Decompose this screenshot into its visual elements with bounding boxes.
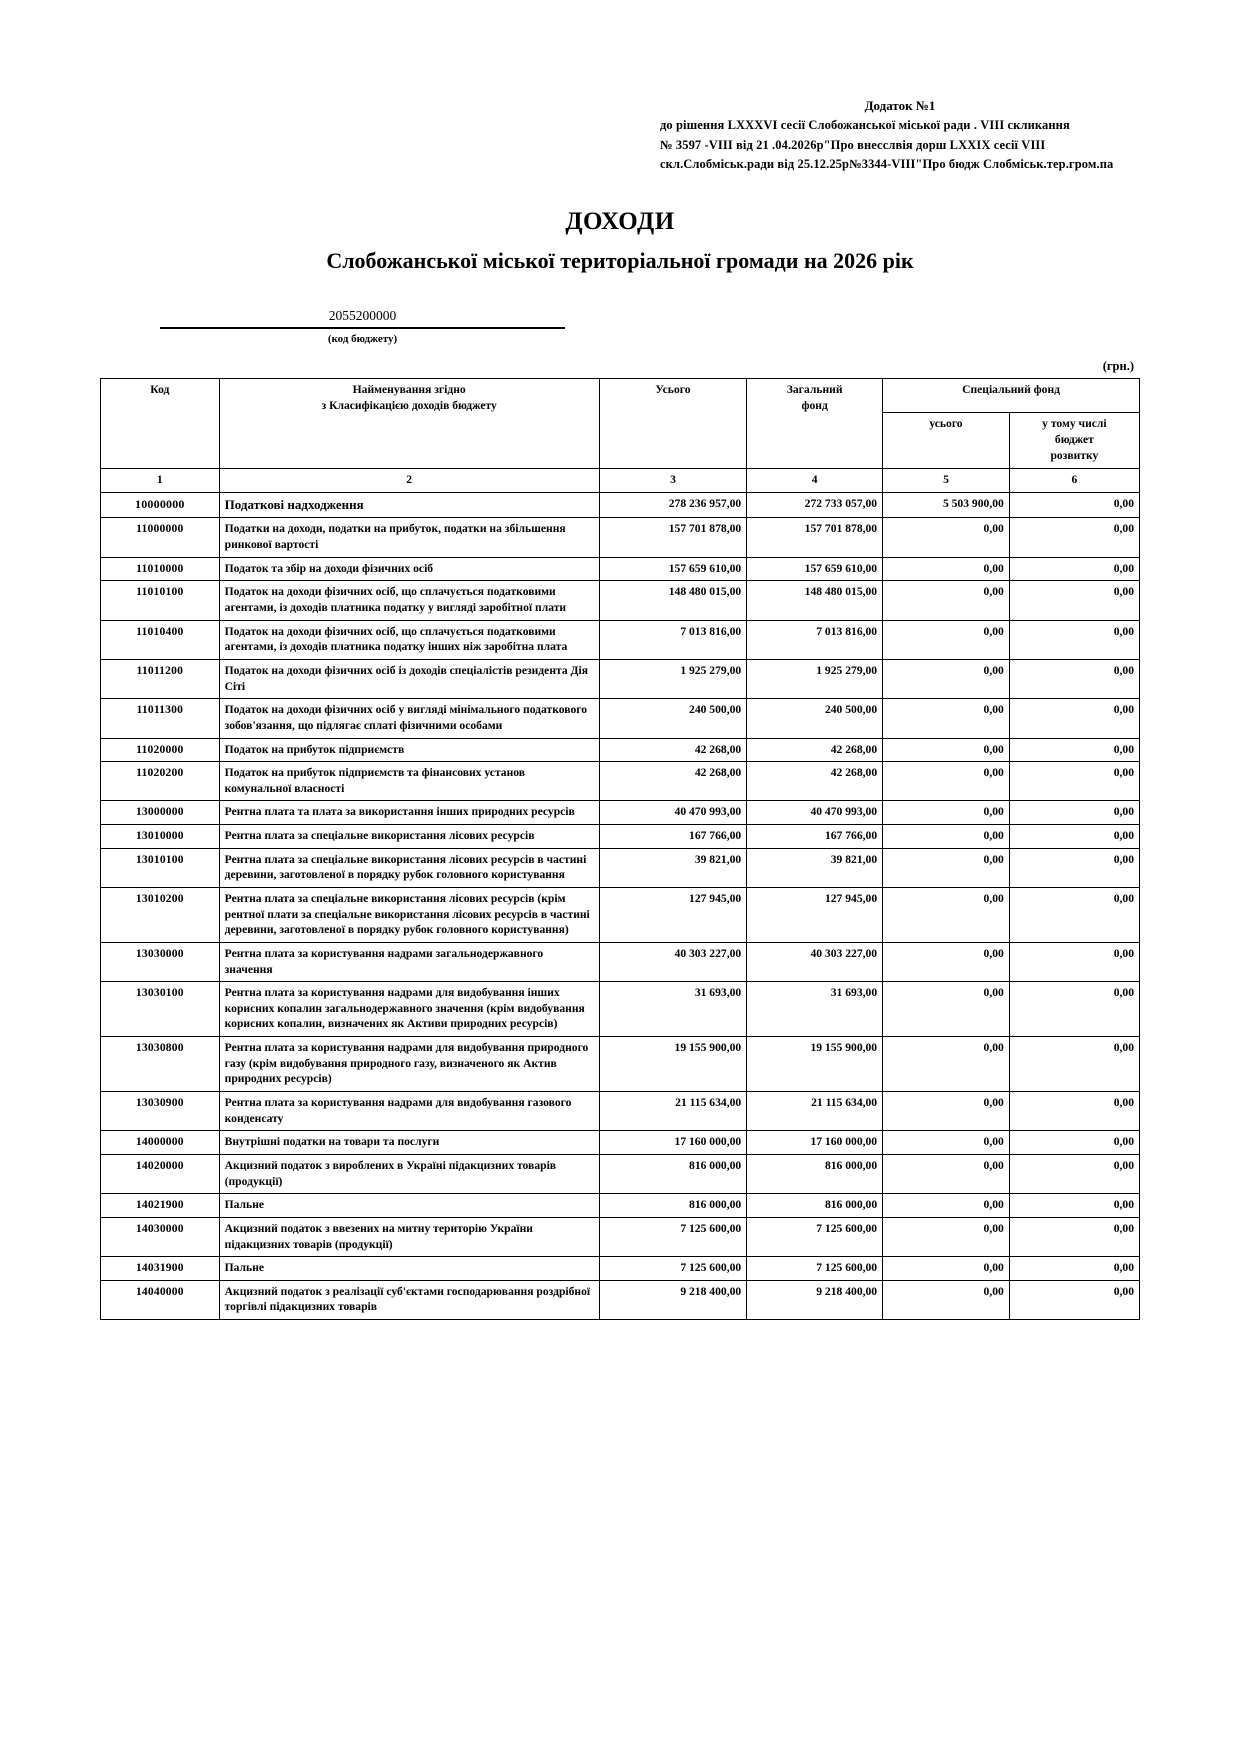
cell-code: 11020000 <box>101 738 220 762</box>
cell-special-development: 0,00 <box>1009 659 1139 698</box>
header-reference-line-1: до рішення LXXXVI сесії Слобожанської міської ради . VIII скликання <box>660 118 1070 133</box>
budget-code-block <box>160 308 565 345</box>
table-row <box>101 762 1140 801</box>
cell-code: 14040000 <box>101 1280 220 1319</box>
cell-general-fund: 9 218 400,00 <box>747 1280 883 1319</box>
cell-name: Рентна плата за користування надрами для видобування газового конденсату <box>219 1092 599 1131</box>
cell-name: Податок та збір на доходи фізичних осіб <box>219 557 599 581</box>
cell-special-development: 0,00 <box>1009 848 1139 887</box>
cell-total: 7 013 816,00 <box>599 620 746 659</box>
cell-special-development: 0,00 <box>1009 887 1139 942</box>
cell-special-development: 0,00 <box>1009 738 1139 762</box>
cell-special-development: 0,00 <box>1009 620 1139 659</box>
cell-total: 278 236 957,00 <box>599 492 746 518</box>
cell-special-total: 0,00 <box>883 699 1010 738</box>
cell-general-fund: 40 470 993,00 <box>747 801 883 825</box>
cell-general-fund: 157 701 878,00 <box>747 518 883 557</box>
cell-general-fund: 31 693,00 <box>747 982 883 1037</box>
cell-special-total: 0,00 <box>883 848 1010 887</box>
cell-total: 148 480 015,00 <box>599 581 746 620</box>
cell-code: 10000000 <box>101 492 220 518</box>
table-row <box>101 581 1140 620</box>
cell-general-fund: 17 160 000,00 <box>747 1131 883 1155</box>
cell-special-development: 0,00 <box>1009 1280 1139 1319</box>
table-header-row <box>101 379 1140 413</box>
cell-general-fund: 42 268,00 <box>747 762 883 801</box>
cell-code: 14031900 <box>101 1257 220 1281</box>
table-row <box>101 1092 1140 1131</box>
column-number: 1 <box>101 469 220 493</box>
cell-special-development: 0,00 <box>1009 825 1139 849</box>
cell-total: 39 821,00 <box>599 848 746 887</box>
cell-total: 21 115 634,00 <box>599 1092 746 1131</box>
cell-name: Податки на доходи, податки на прибуток, податки на збільшення ринкової вартості <box>219 518 599 557</box>
cell-code: 13010100 <box>101 848 220 887</box>
cell-general-fund: 7 125 600,00 <box>747 1257 883 1281</box>
header-special-fund: Спеціальний фонд <box>883 379 1140 413</box>
cell-special-total: 0,00 <box>883 1217 1010 1256</box>
cell-general-fund: 157 659 610,00 <box>747 557 883 581</box>
column-number: 6 <box>1009 469 1139 493</box>
cell-special-development: 0,00 <box>1009 1154 1139 1193</box>
cell-total: 157 701 878,00 <box>599 518 746 557</box>
cell-special-development: 0,00 <box>1009 557 1139 581</box>
cell-special-total: 0,00 <box>883 825 1010 849</box>
header-spec-dev-line3: розвитку <box>1050 448 1099 462</box>
table-row <box>101 659 1140 698</box>
header-total: Усього <box>599 379 746 469</box>
cell-special-total: 0,00 <box>883 659 1010 698</box>
cell-general-fund: 167 766,00 <box>747 825 883 849</box>
cell-special-development: 0,00 <box>1009 1217 1139 1256</box>
cell-total: 31 693,00 <box>599 982 746 1037</box>
cell-name: Рентна плата та плата за використання інших природних ресурсів <box>219 801 599 825</box>
cell-code: 11010400 <box>101 620 220 659</box>
currency-note: (грн.) <box>1102 359 1134 374</box>
cell-name: Пальне <box>219 1194 599 1218</box>
column-number: 3 <box>599 469 746 493</box>
table-row <box>101 982 1140 1037</box>
cell-special-total: 0,00 <box>883 581 1010 620</box>
cell-general-fund: 40 303 227,00 <box>747 942 883 981</box>
cell-general-fund: 42 268,00 <box>747 738 883 762</box>
cell-name: Рентна плата за спеціальне використання лісових ресурсів в частині деревини, заготовленої в порядку рубок головного користування <box>219 848 599 887</box>
page-title: ДОХОДИ <box>565 208 675 236</box>
cell-code: 11010100 <box>101 581 220 620</box>
cell-name: Рентна плата за користування надрами для видобування природного газу (крім видобування природного газу, визначеного як Актив природних ресурсів) <box>219 1037 599 1092</box>
header-reference-line-3: скл.Слобміськ.ради від 25.12.25р№3344-VIII"Про бюдж Слобміськ.тер.гром.па <box>660 156 1114 171</box>
table-row <box>101 801 1140 825</box>
cell-special-development: 0,00 <box>1009 1131 1139 1155</box>
header-general-line1: Загальний <box>786 383 843 397</box>
header-general-fund <box>747 379 883 469</box>
table-row <box>101 1154 1140 1193</box>
cell-special-development: 0,00 <box>1009 699 1139 738</box>
table-row <box>101 620 1140 659</box>
cell-code: 13030800 <box>101 1037 220 1092</box>
table-row <box>101 848 1140 887</box>
cell-general-fund: 272 733 057,00 <box>747 492 883 518</box>
appendix-label: Додаток №1 <box>864 98 936 113</box>
cell-special-total: 0,00 <box>883 738 1010 762</box>
cell-special-total: 0,00 <box>883 887 1010 942</box>
header-name-line1: Найменування згідно <box>352 383 466 397</box>
cell-general-fund: 7 125 600,00 <box>747 1217 883 1256</box>
cell-name: Рентна плата за користування надрами для видобування інших корисних копалин загальнодержавного значення (крім видобування корисних копалин, визначених як Активи природних ресурсів) <box>219 982 599 1037</box>
cell-code: 13000000 <box>101 801 220 825</box>
cell-general-fund: 21 115 634,00 <box>747 1092 883 1131</box>
cell-special-total: 0,00 <box>883 1280 1010 1319</box>
cell-special-development: 0,00 <box>1009 942 1139 981</box>
column-number: 2 <box>219 469 599 493</box>
cell-special-development: 0,00 <box>1009 1194 1139 1218</box>
cell-special-development: 0,00 <box>1009 762 1139 801</box>
cell-code: 14020000 <box>101 1154 220 1193</box>
cell-total: 1 925 279,00 <box>599 659 746 698</box>
cell-special-development: 0,00 <box>1009 1092 1139 1131</box>
cell-special-development: 0,00 <box>1009 492 1139 518</box>
cell-special-total: 0,00 <box>883 1154 1010 1193</box>
cell-name: Акцизний податок з вироблених в Україні підакцизних товарів (продукції) <box>219 1154 599 1193</box>
budget-code-value: 2055200000 <box>160 308 565 329</box>
cell-special-total: 0,00 <box>883 762 1010 801</box>
header-name <box>219 379 599 469</box>
cell-name: Рентна плата за спеціальне використання лісових ресурсів <box>219 825 599 849</box>
page-subtitle: Слобожанської міської територіальної громади на 2026 рік <box>326 248 914 274</box>
cell-name: Пальне <box>219 1257 599 1281</box>
cell-special-total: 0,00 <box>883 1257 1010 1281</box>
table-row <box>101 492 1140 518</box>
document-header <box>660 96 1140 174</box>
cell-name: Рентна плата за спеціальне використання лісових ресурсів (крім рентної плати за спеціальне використання лісових ресурсів в частині деревини, заготовленої в порядку рубок головного користування) <box>219 887 599 942</box>
cell-general-fund: 7 013 816,00 <box>747 620 883 659</box>
table-row <box>101 738 1140 762</box>
cell-name: Податок на доходи фізичних осіб, що сплачується податковими агентами, із доходів платника податку у вигляді заробітної плати <box>219 581 599 620</box>
table-body <box>101 492 1140 1319</box>
cell-special-total: 5 503 900,00 <box>883 492 1010 518</box>
cell-code: 11020200 <box>101 762 220 801</box>
cell-code: 11010000 <box>101 557 220 581</box>
cell-total: 42 268,00 <box>599 762 746 801</box>
cell-code: 13030100 <box>101 982 220 1037</box>
cell-code: 14021900 <box>101 1194 220 1218</box>
cell-general-fund: 1 925 279,00 <box>747 659 883 698</box>
table-row <box>101 887 1140 942</box>
cell-code: 14000000 <box>101 1131 220 1155</box>
header-spec-dev-line1: у тому числі <box>1042 417 1107 431</box>
cell-total: 240 500,00 <box>599 699 746 738</box>
cell-special-development: 0,00 <box>1009 581 1139 620</box>
cell-total: 40 470 993,00 <box>599 801 746 825</box>
cell-code: 13010000 <box>101 825 220 849</box>
table-row <box>101 942 1140 981</box>
cell-special-development: 0,00 <box>1009 982 1139 1037</box>
cell-special-total: 0,00 <box>883 557 1010 581</box>
cell-special-total: 0,00 <box>883 620 1010 659</box>
cell-name: Податкові надходження <box>219 492 599 518</box>
cell-name: Внутрішні податки на товари та послуги <box>219 1131 599 1155</box>
cell-total: 816 000,00 <box>599 1154 746 1193</box>
cell-name: Податок на доходи фізичних осіб із доходів спеціалістів резидента Дія Сіті <box>219 659 599 698</box>
cell-total: 9 218 400,00 <box>599 1280 746 1319</box>
header-reference-line-2: № 3597 -VIII від 21 .04.2026р"Про внесслвія дорш LXXIX сесії VIII <box>660 137 1046 152</box>
column-number: 4 <box>747 469 883 493</box>
cell-code: 13010200 <box>101 887 220 942</box>
table-row <box>101 1217 1140 1256</box>
table-row <box>101 1131 1140 1155</box>
cell-special-development: 0,00 <box>1009 518 1139 557</box>
cell-special-total: 0,00 <box>883 518 1010 557</box>
cell-name: Акцизний податок з реалізації суб'єктами господарювання роздрібної торгівлі підакцизних товарів <box>219 1280 599 1319</box>
cell-special-total: 0,00 <box>883 1194 1010 1218</box>
cell-special-total: 0,00 <box>883 801 1010 825</box>
cell-name: Податок на прибуток підприємств та фінансових установ комунальної власності <box>219 762 599 801</box>
cell-total: 816 000,00 <box>599 1194 746 1218</box>
cell-total: 7 125 600,00 <box>599 1257 746 1281</box>
table-row <box>101 699 1140 738</box>
header-spec-dev-line2: бюджет <box>1054 432 1094 446</box>
cell-general-fund: 816 000,00 <box>747 1154 883 1193</box>
cell-general-fund: 240 500,00 <box>747 699 883 738</box>
cell-total: 40 303 227,00 <box>599 942 746 981</box>
cell-total: 7 125 600,00 <box>599 1217 746 1256</box>
table-row <box>101 1194 1140 1218</box>
header-name-line2: з Класифікацією доходів бюджету <box>321 398 497 412</box>
revenue-table <box>100 378 1140 1320</box>
cell-name: Податок на прибуток підприємств <box>219 738 599 762</box>
cell-special-development: 0,00 <box>1009 1257 1139 1281</box>
cell-name: Податок на доходи фізичних осіб у вигляді мінімального податкового зобов'язання, що підлягає сплаті фізичними особами <box>219 699 599 738</box>
cell-code: 11011200 <box>101 659 220 698</box>
cell-total: 17 160 000,00 <box>599 1131 746 1155</box>
cell-name: Акцизний податок з ввезених на митну територію України підакцизних товарів (продукції) <box>219 1217 599 1256</box>
cell-special-total: 0,00 <box>883 1092 1010 1131</box>
cell-special-development: 0,00 <box>1009 801 1139 825</box>
header-general-line2: фонд <box>801 398 828 412</box>
cell-general-fund: 19 155 900,00 <box>747 1037 883 1092</box>
cell-total: 42 268,00 <box>599 738 746 762</box>
header-special-total: усього <box>883 413 1010 469</box>
cell-code: 14030000 <box>101 1217 220 1256</box>
cell-total: 157 659 610,00 <box>599 557 746 581</box>
cell-code: 13030900 <box>101 1092 220 1131</box>
cell-special-total: 0,00 <box>883 1131 1010 1155</box>
header-code: Код <box>101 379 220 469</box>
table-row <box>101 825 1140 849</box>
cell-special-total: 0,00 <box>883 942 1010 981</box>
cell-general-fund: 39 821,00 <box>747 848 883 887</box>
column-number: 5 <box>883 469 1010 493</box>
cell-general-fund: 127 945,00 <box>747 887 883 942</box>
cell-special-development: 0,00 <box>1009 1037 1139 1092</box>
cell-total: 127 945,00 <box>599 887 746 942</box>
header-special-development <box>1009 413 1139 469</box>
table-row <box>101 1037 1140 1092</box>
budget-code-caption: (код бюджету) <box>327 333 398 346</box>
cell-name: Податок на доходи фізичних осіб, що сплачується податковими агентами, із доходів платника податку інших ніж заробітна плата <box>219 620 599 659</box>
table-column-numbers-row <box>101 469 1140 493</box>
cell-code: 13030000 <box>101 942 220 981</box>
cell-special-total: 0,00 <box>883 982 1010 1037</box>
cell-code: 11011300 <box>101 699 220 738</box>
cell-total: 167 766,00 <box>599 825 746 849</box>
table-row <box>101 557 1140 581</box>
cell-code: 11000000 <box>101 518 220 557</box>
cell-special-total: 0,00 <box>883 1037 1010 1092</box>
table-row <box>101 1257 1140 1281</box>
cell-general-fund: 148 480 015,00 <box>747 581 883 620</box>
cell-name: Рентна плата за користування надрами загальнодержавного значення <box>219 942 599 981</box>
cell-total: 19 155 900,00 <box>599 1037 746 1092</box>
table-row <box>101 518 1140 557</box>
table-row <box>101 1280 1140 1319</box>
cell-general-fund: 816 000,00 <box>747 1194 883 1218</box>
